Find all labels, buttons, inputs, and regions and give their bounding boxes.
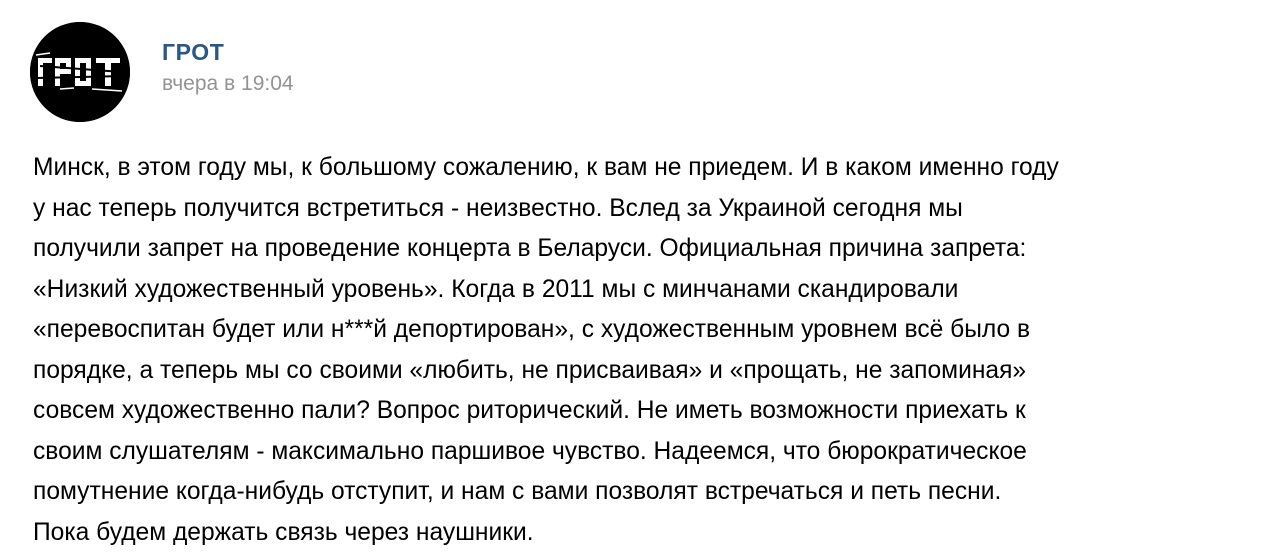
author-name-link[interactable]: ГРОТ <box>162 39 225 65</box>
post-text-line: у нас теперь получится встретиться - неизвестно. Вслед за Украиной сегодня мы <box>33 194 963 222</box>
post-text-line: Пока будем держать связь через наушники. <box>33 518 534 546</box>
post-text <box>33 148 1263 553</box>
post-text-line: помутнение когда-нибудь отступит, и нам с вами позволят встречаться и петь песни. <box>33 478 1002 505</box>
group-logo-icon <box>30 22 130 122</box>
post-timestamp-link[interactable]: вчера в 19:04 <box>162 72 294 95</box>
post-text-line: «Низкий художественный уровень». Когда в 2011 мы с минчанами скандировали <box>33 275 959 303</box>
post-text-line: получили запрет на проведение концерта в Беларуси. Официальная причина запрета: <box>33 235 1027 262</box>
post-text-line: совсем художественно пали? Вопрос риторический. Не иметь возможности приехать к <box>33 397 1026 424</box>
post-text-line: порядке, а теперь мы со своими «любить, не присваивая» и «прощать, не запоминая» <box>33 356 1027 384</box>
post-text-line: «перевоспитан будет или н***й депортирован», с художественным уровнем всё было в <box>33 316 1031 343</box>
avatar[interactable] <box>30 22 130 122</box>
author-block <box>162 38 294 98</box>
post-header <box>30 22 294 122</box>
post-text-line: своим слушателям - максимально паршивое чувство. Надеемся, что бюрократическое <box>33 437 1027 465</box>
post-text-line: Минск, в этом году мы, к большому сожалению, к вам не приедем. И в каком именно году <box>33 154 1059 181</box>
